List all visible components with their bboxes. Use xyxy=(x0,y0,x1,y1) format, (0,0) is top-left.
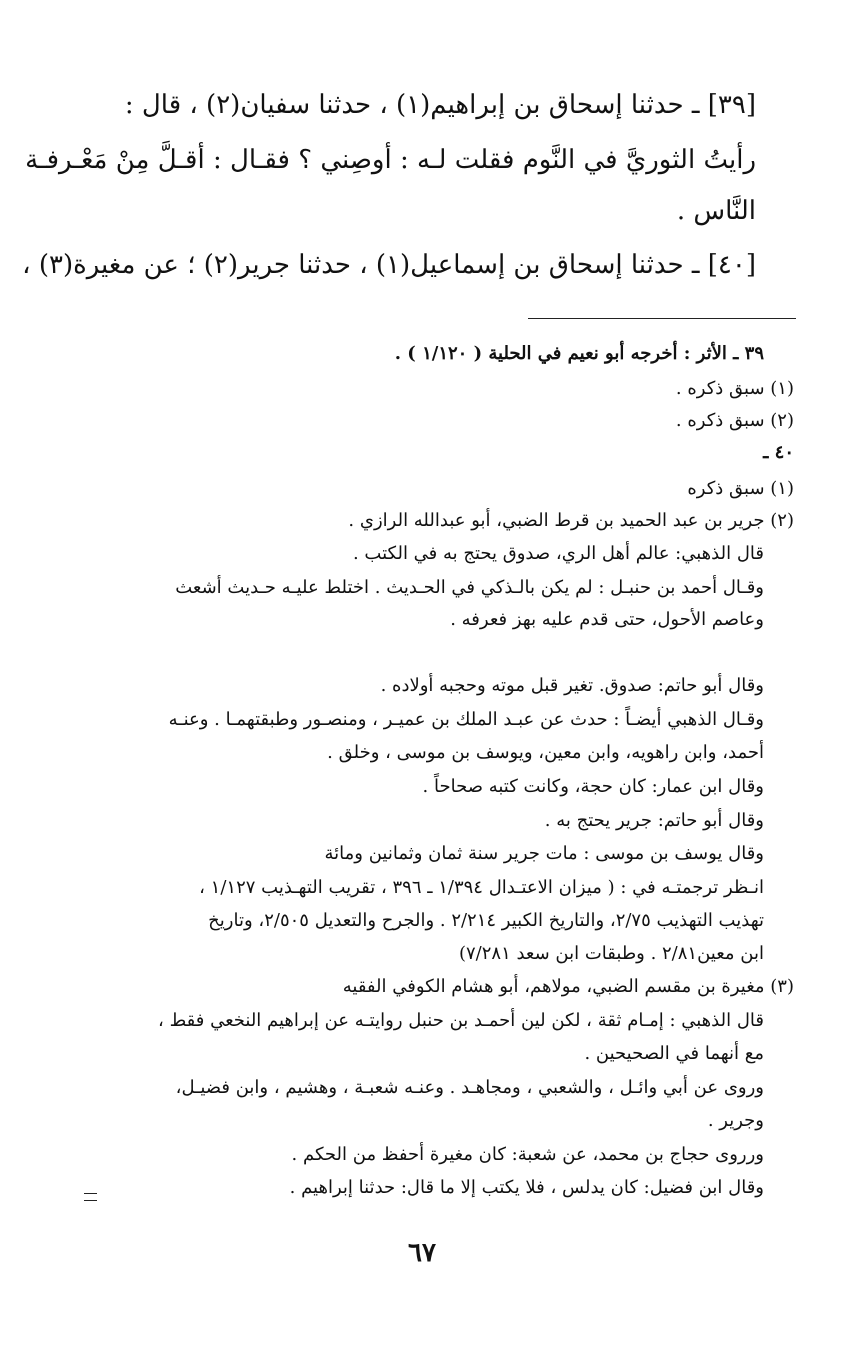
footnote-line: وقال ابن عمار: كان حجة، وكانت كتبه صحاحاً . xyxy=(422,776,764,797)
footnote-line: وقـال الذهبي أيضـاً : حدث عن عبـد الملك بن عميـر ، ومنصـور وطبقتهمـا . وعنـه xyxy=(168,709,764,730)
footnote-39-heading: ٣٩ ـ الأثر : أخرجه أبو نعيم في الحلية ( ١/١٢٠ ) . xyxy=(394,343,764,364)
main-text-line-4: [٤٠] ـ حدثنا إسحاق بن إسماعيل(١) ، حدثنا جرير(٢) ؛ عن مغيرة(٣) ، xyxy=(22,250,756,280)
footnote-line: تهذيب التهذيب ٢/٧٥، والتاريخ الكبير ٢/٢١٤ . والجرح والتعديل ٢/٥٠٥، وتاريخ xyxy=(208,910,764,931)
footnote-line: (٢) سبق ذكره . xyxy=(675,410,794,431)
page-number: ٦٧ xyxy=(408,1238,436,1268)
footnote-line: قال الذهبي : إمـام ثقة ، لكن لين أحمـد بن حنبل روايتـه عن إبراهيم النخعي فقط ، xyxy=(158,1010,764,1031)
footnote-line: وقال أبو حاتم: جرير يحتج به . xyxy=(544,810,764,831)
footnote-line: وقال يوسف بن موسى : مات جرير سنة ثمان وثمانين ومائة xyxy=(324,843,764,864)
footnote-line: (١) سبق ذكره . xyxy=(675,378,794,399)
footnote-line: وقال ابن فضيل: كان يدلس ، فلا يكتب إلا ما قال: حدثنا إبراهيم . xyxy=(289,1177,764,1198)
footnote-line: (٢) جرير بن عبد الحميد بن قرط الضبي، أبو عبدالله الرازي . xyxy=(348,510,794,531)
footnote-line: وقال أبو حاتم: صدوق. تغير قبل موته وحجبه أولاده . xyxy=(380,675,764,696)
main-text-line-1: [٣٩] ـ حدثنا إسحاق بن إبراهيم(١) ، حدثنا سفيان(٢) ، قال : xyxy=(124,90,756,120)
footnote-line: أحمد، وابن راهويه، وابن معين، ويوسف بن موسى ، وخلق . xyxy=(327,742,764,763)
continuation-mark xyxy=(84,1193,97,1201)
main-text-line-3: النَّاس . xyxy=(676,196,756,226)
footnote-line: (٣) مغيرة بن مقسم الضبي، مولاهم، أبو هشام الكوفي الفقيه xyxy=(342,976,794,997)
main-text-line-2: رأيتُ الثوريَّ في النَّوم فقلت لـه : أوصِني ؟ فقـال : أقـلَّ مِنْ مَعْـرفـة xyxy=(25,145,756,175)
footnote-line: وروى عن أبي وائـل ، والشعبي ، ومجاهـد . وعنـه شعبـة ، وهشيم ، وابن فضيـل، xyxy=(175,1077,764,1098)
footnote-line: قال الذهبي: عالم أهل الري، صدوق يحتج به في الكتب . xyxy=(352,543,764,564)
footnote-line: وجرير . xyxy=(707,1110,764,1131)
footnote-40-heading: ٤٠ ـ xyxy=(763,442,794,463)
footnote-line: مع أنهما في الصحيحين . xyxy=(584,1043,764,1064)
footnote-line: وقـال أحمد بن حنبـل : لم يكن بالـذكي في الحـديث . اختلط عليـه حـديث أشعث xyxy=(175,577,764,598)
footnote-line: وعاصم الأحول، حتى قدم عليه بهز فعرفه . xyxy=(450,609,764,630)
footnote-line: (١) سبق ذكره xyxy=(687,478,794,499)
footnote-line: ابن معين٢/٨١ . وطبقات ابن سعد ٧/٢٨١) xyxy=(458,943,764,964)
footnote-line: ورروى حجاج بن محمد، عن شعبة: كان مغيرة أحفظ من الحكم . xyxy=(291,1144,764,1165)
footnote-separator xyxy=(528,318,796,319)
footnote-line: انـظر ترجمتـه في : ( ميزان الاعتـدال ١/٣٩٤ ـ ٣٩٦ ، تقريب التهـذيب ١/١٢٧ ، xyxy=(199,877,764,898)
